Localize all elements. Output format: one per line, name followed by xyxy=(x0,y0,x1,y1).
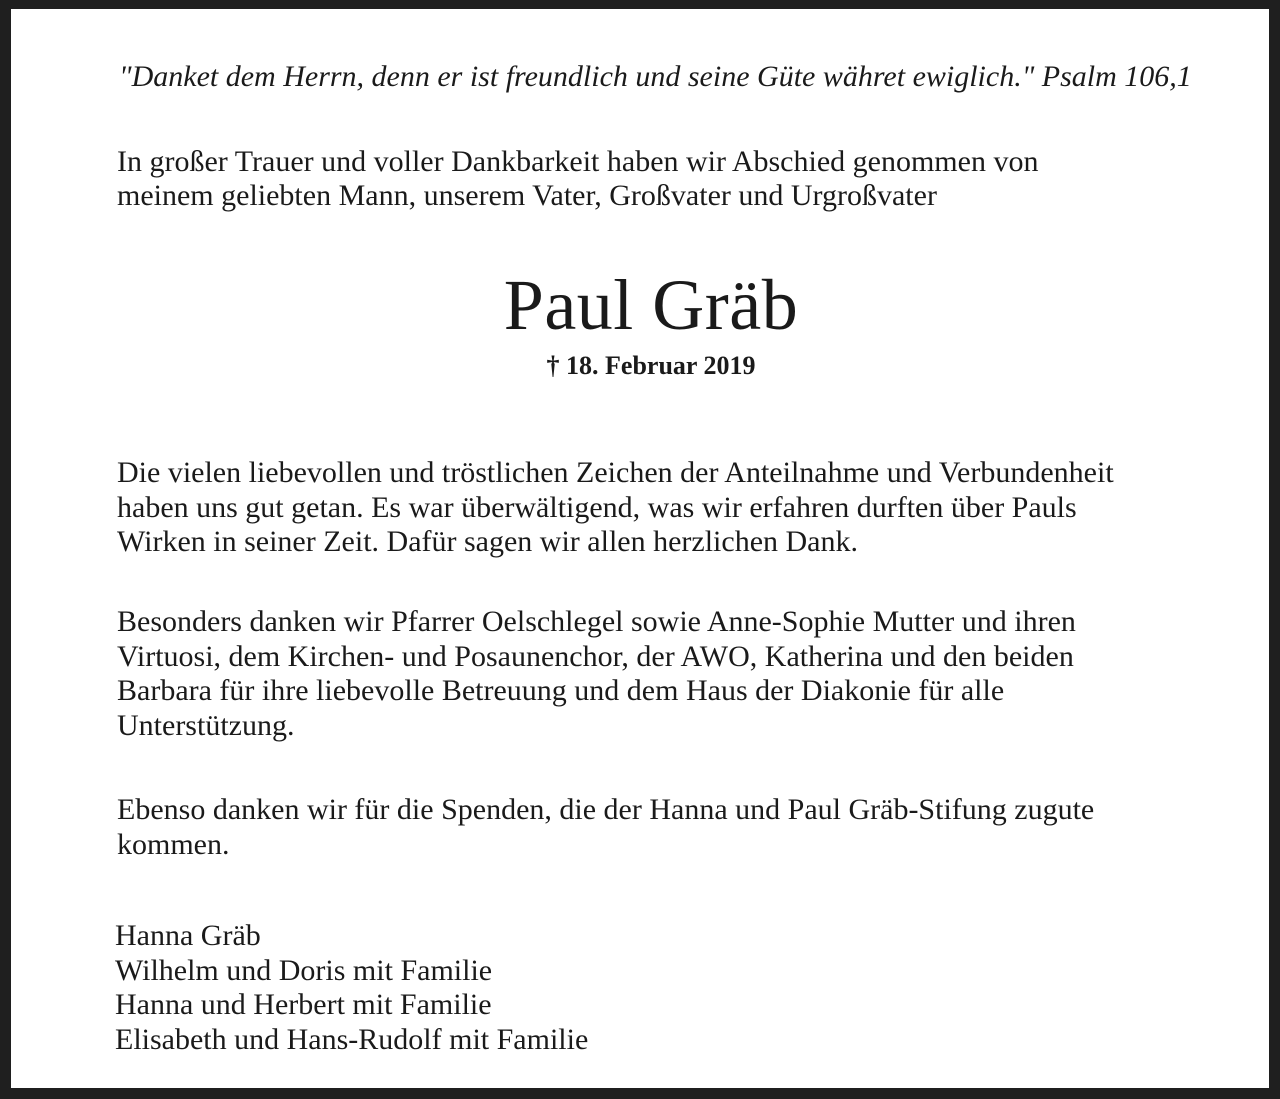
intro-line: meinem geliebten Mann, unserem Vater, Großvater und Urgroßvater xyxy=(117,179,937,212)
paragraph-line: Die vielen liebevollen und tröstlichen Zeichen der Anteilnahme und Verbundenheit xyxy=(117,456,1114,489)
paragraph-line: Wirken in seiner Zeit. Dafür sagen wir allen herzlichen Dank. xyxy=(117,525,858,558)
signature-line: Wilhelm und Doris mit Familie xyxy=(115,953,493,987)
signature-line: Hanna Gräb xyxy=(115,919,261,952)
signatures xyxy=(115,919,915,1057)
paragraph-line: kommen. xyxy=(117,827,230,861)
paragraph-line: haben uns gut getan. Es war überwältigend, was wir erfahren durften über Pauls xyxy=(117,490,1077,524)
paragraph-line: Unterstützung. xyxy=(117,708,295,742)
intro-text xyxy=(117,145,1217,213)
psalm-quote: "Danket dem Herrn, denn er ist freundlich und seine Güte währet ewiglich." Psalm 106,1 xyxy=(119,60,1192,93)
signature-line: Elisabeth und Hans-Rudolf mit Familie xyxy=(115,1022,589,1056)
thanks-paragraph-1 xyxy=(117,456,1227,560)
thanks-paragraph-2 xyxy=(117,605,1227,743)
paragraph-line: Ebenso danken wir für die Spenden, die der Hanna und Paul Gräb-Stifung zugute xyxy=(117,793,1095,826)
paragraph-line: Barbara für ihre liebevolle Betreuung und dem Haus der Diakonie für alle xyxy=(117,674,1005,707)
paragraph-line: Virtuosi, dem Kirchen- und Posaunenchor, der AWO, Katherina und den beiden xyxy=(117,639,1074,673)
thanks-paragraph-3 xyxy=(117,793,1227,862)
paragraph-line: Besonders danken wir Pfarrer Oelschlegel sowie Anne-Sophie Mutter und ihren xyxy=(117,605,1076,638)
intro-line: In großer Trauer und voller Dankbarkeit haben wir Abschied genommen von xyxy=(117,145,1039,178)
death-date: † 18. Februar 2019 xyxy=(546,351,756,380)
deceased-name: Paul Gräb xyxy=(503,265,799,345)
signature-line: Hanna und Herbert mit Familie xyxy=(115,988,492,1021)
